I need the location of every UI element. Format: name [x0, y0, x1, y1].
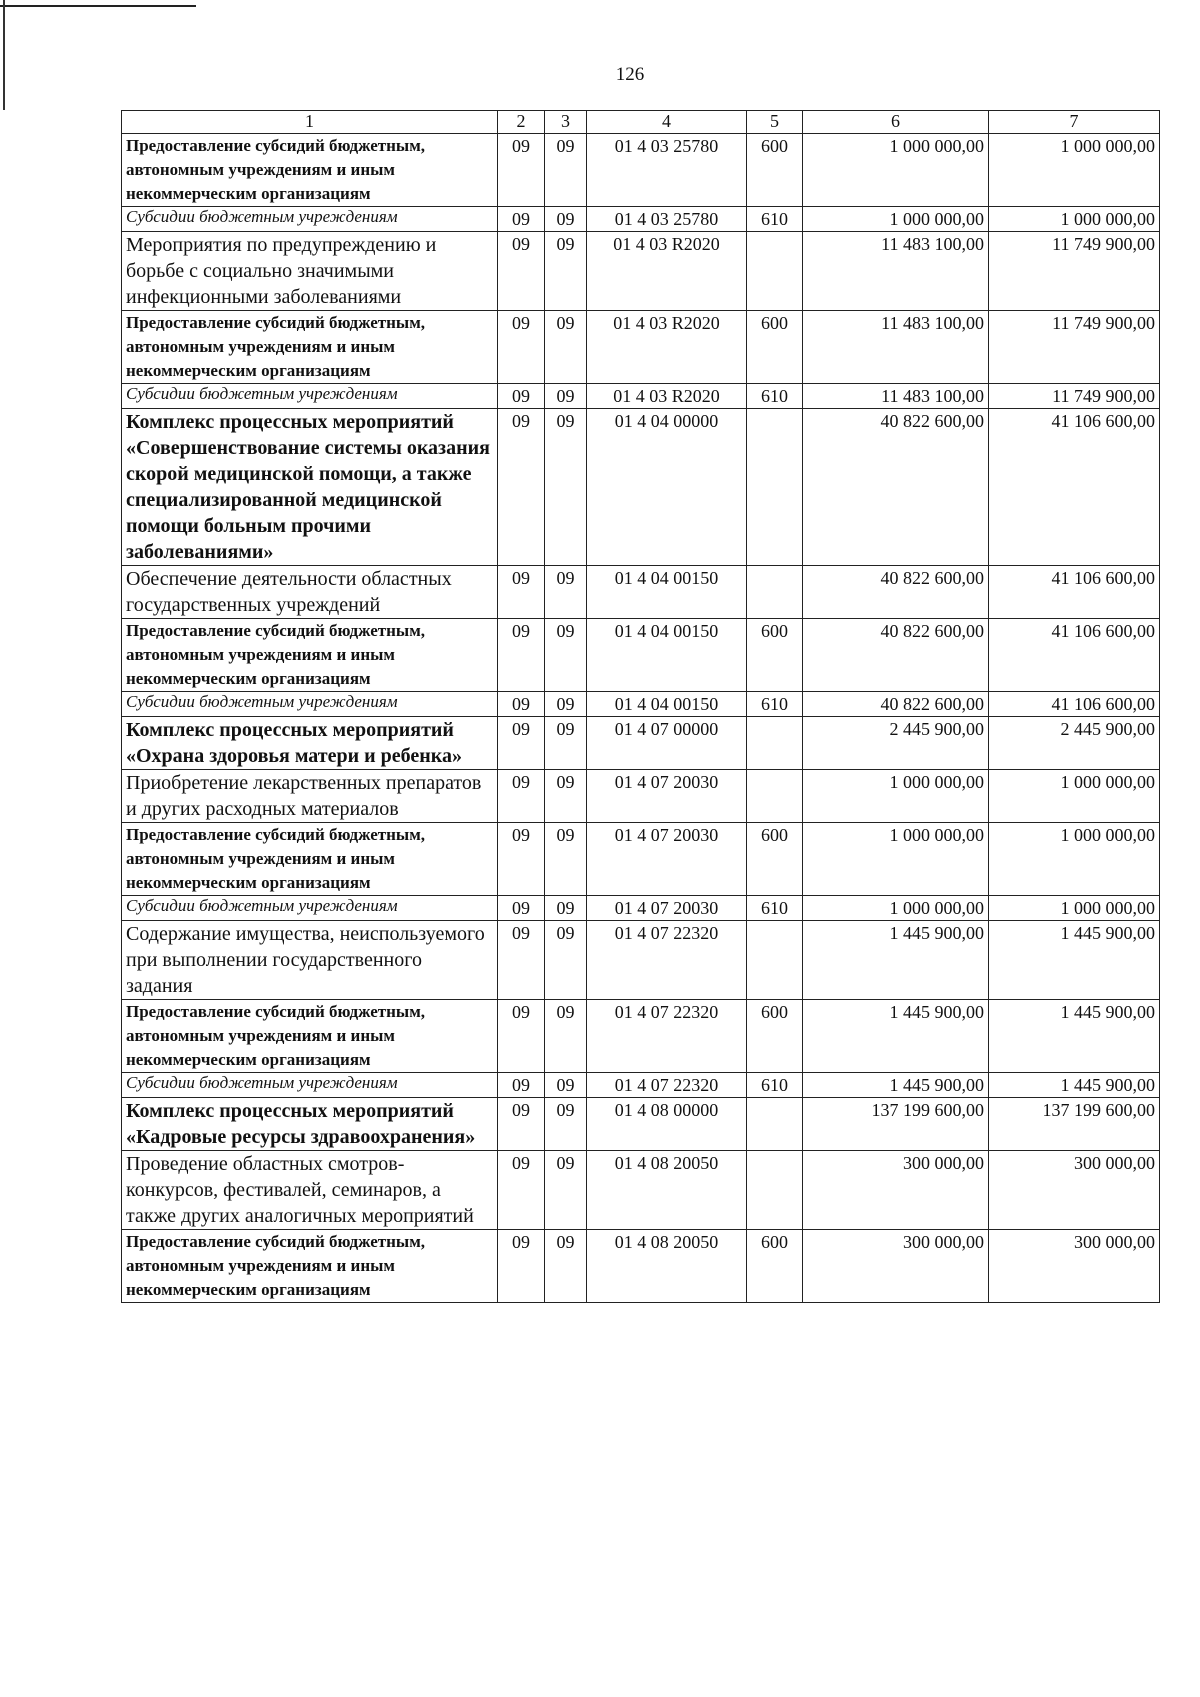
row-name-text: Субсидии бюджетным учреждениям [126, 896, 398, 915]
column-header: 5 [747, 111, 803, 134]
section-code-cell: 09 [498, 207, 545, 232]
page-number: 126 [615, 64, 645, 85]
amount-year1-cell: 1 000 000,00 [803, 896, 989, 921]
subsection-code-cell: 09 [545, 619, 587, 692]
subsection-code-cell: 09 [545, 921, 587, 1000]
amount-year1-cell: 1 445 900,00 [803, 1073, 989, 1098]
table-row [122, 1073, 1160, 1098]
row-name-text: Приобретение лекарственных препаратов и других расходных материалов [126, 772, 482, 820]
amount-year1-cell: 11 483 100,00 [803, 232, 989, 311]
expense-type-cell: 610 [747, 692, 803, 717]
row-name-text: Предоставление субсидий бюджетным, автономным учреждениям и иным некоммерческим организациям [126, 825, 426, 892]
expense-type-cell [747, 717, 803, 770]
subsection-code-cell: 09 [545, 823, 587, 896]
row-name-cell [122, 619, 498, 692]
row-name-cell [122, 384, 498, 409]
section-code-cell: 09 [498, 770, 545, 823]
table-row [122, 207, 1160, 232]
table-row [122, 1000, 1160, 1073]
amount-year2-cell: 2 445 900,00 [989, 717, 1160, 770]
row-name-text: Предоставление субсидий бюджетным, автономным учреждениям и иным некоммерческим организациям [126, 621, 426, 688]
amount-year2-cell: 11 749 900,00 [989, 232, 1160, 311]
table-row [122, 409, 1160, 566]
amount-year2-cell: 300 000,00 [989, 1230, 1160, 1303]
expense-type-cell: 600 [747, 311, 803, 384]
amount-year1-cell: 1 445 900,00 [803, 921, 989, 1000]
target-article-cell: 01 4 07 00000 [587, 717, 747, 770]
expense-type-cell: 600 [747, 1000, 803, 1073]
amount-year1-cell: 11 483 100,00 [803, 384, 989, 409]
amount-year1-cell: 300 000,00 [803, 1230, 989, 1303]
scan-border-line [0, 5, 196, 7]
row-name-cell [122, 232, 498, 311]
target-article-cell: 01 4 04 00150 [587, 692, 747, 717]
section-code-cell: 09 [498, 717, 545, 770]
expense-type-cell [747, 409, 803, 566]
target-article-cell: 01 4 04 00150 [587, 619, 747, 692]
section-code-cell: 09 [498, 384, 545, 409]
row-name-cell [122, 207, 498, 232]
expense-type-cell: 610 [747, 1073, 803, 1098]
table-row [122, 1151, 1160, 1230]
subsection-code-cell: 09 [545, 409, 587, 566]
amount-year1-cell: 2 445 900,00 [803, 717, 989, 770]
amount-year2-cell: 1 000 000,00 [989, 770, 1160, 823]
subsection-code-cell: 09 [545, 207, 587, 232]
amount-year1-cell: 11 483 100,00 [803, 311, 989, 384]
section-code-cell: 09 [498, 311, 545, 384]
expense-type-cell [747, 770, 803, 823]
expense-type-cell [747, 1151, 803, 1230]
expense-type-cell [747, 566, 803, 619]
row-name-text: Субсидии бюджетным учреждениям [126, 1073, 398, 1092]
subsection-code-cell: 09 [545, 566, 587, 619]
amount-year2-cell: 1 445 900,00 [989, 1000, 1160, 1073]
section-code-cell: 09 [498, 692, 545, 717]
row-name-text: Проведение областных смотров-конкурсов, фестивалей, семинаров, а также других аналогичных мероприятий [126, 1153, 474, 1227]
amount-year1-cell: 40 822 600,00 [803, 692, 989, 717]
target-article-cell: 01 4 03 25780 [587, 207, 747, 232]
amount-year1-cell: 137 199 600,00 [803, 1098, 989, 1151]
expense-type-cell: 600 [747, 134, 803, 207]
subsection-code-cell: 09 [545, 692, 587, 717]
expense-type-cell [747, 1098, 803, 1151]
amount-year2-cell: 41 106 600,00 [989, 409, 1160, 566]
subsection-code-cell: 09 [545, 1230, 587, 1303]
subsection-code-cell: 09 [545, 384, 587, 409]
section-code-cell: 09 [498, 1073, 545, 1098]
row-name-cell [122, 717, 498, 770]
section-code-cell: 09 [498, 823, 545, 896]
column-header: 7 [989, 111, 1160, 134]
row-name-text: Мероприятия по предупреждению и борьбе с социально значимыми инфекционными заболеваниями [126, 234, 437, 308]
table-row [122, 921, 1160, 1000]
row-name-cell [122, 692, 498, 717]
section-code-cell: 09 [498, 566, 545, 619]
table-row [122, 134, 1160, 207]
table-row [122, 232, 1160, 311]
target-article-cell: 01 4 08 00000 [587, 1098, 747, 1151]
amount-year2-cell: 41 106 600,00 [989, 566, 1160, 619]
row-name-cell [122, 1230, 498, 1303]
table-row [122, 1098, 1160, 1151]
subsection-code-cell: 09 [545, 1151, 587, 1230]
table-row [122, 896, 1160, 921]
target-article-cell: 01 4 03 25780 [587, 134, 747, 207]
amount-year2-cell: 41 106 600,00 [989, 619, 1160, 692]
row-name-text: Комплекс процессных мероприятий «Охрана здоровья матери и ребенка» [126, 719, 463, 767]
table-row [122, 384, 1160, 409]
expense-type-cell: 610 [747, 896, 803, 921]
row-name-cell [122, 566, 498, 619]
expense-type-cell [747, 921, 803, 1000]
column-header: 2 [498, 111, 545, 134]
row-name-text: Субсидии бюджетным учреждениям [126, 384, 398, 403]
target-article-cell: 01 4 04 00000 [587, 409, 747, 566]
amount-year2-cell: 1 000 000,00 [989, 896, 1160, 921]
target-article-cell: 01 4 04 00150 [587, 566, 747, 619]
section-code-cell: 09 [498, 1151, 545, 1230]
amount-year1-cell: 1 445 900,00 [803, 1000, 989, 1073]
column-header: 1 [122, 111, 498, 134]
amount-year2-cell: 1 000 000,00 [989, 823, 1160, 896]
target-article-cell: 01 4 07 20030 [587, 823, 747, 896]
section-code-cell: 09 [498, 409, 545, 566]
target-article-cell: 01 4 07 22320 [587, 921, 747, 1000]
row-name-text: Предоставление субсидий бюджетным, автономным учреждениям и иным некоммерческим организациям [126, 313, 426, 380]
amount-year1-cell: 40 822 600,00 [803, 566, 989, 619]
row-name-cell [122, 823, 498, 896]
amount-year2-cell: 11 749 900,00 [989, 311, 1160, 384]
table-row [122, 566, 1160, 619]
target-article-cell: 01 4 07 22320 [587, 1000, 747, 1073]
row-name-cell [122, 1073, 498, 1098]
row-name-cell [122, 1000, 498, 1073]
column-header: 3 [545, 111, 587, 134]
subsection-code-cell: 09 [545, 1098, 587, 1151]
amount-year2-cell: 1 445 900,00 [989, 921, 1160, 1000]
table-header-row [122, 111, 1160, 134]
expense-type-cell: 610 [747, 207, 803, 232]
subsection-code-cell: 09 [545, 1000, 587, 1073]
subsection-code-cell: 09 [545, 896, 587, 921]
target-article-cell: 01 4 08 20050 [587, 1230, 747, 1303]
row-name-text: Субсидии бюджетным учреждениям [126, 207, 398, 226]
amount-year1-cell: 1 000 000,00 [803, 134, 989, 207]
row-name-cell [122, 409, 498, 566]
amount-year1-cell: 1 000 000,00 [803, 207, 989, 232]
row-name-cell [122, 921, 498, 1000]
table-row [122, 619, 1160, 692]
subsection-code-cell: 09 [545, 770, 587, 823]
amount-year2-cell: 300 000,00 [989, 1151, 1160, 1230]
row-name-text: Предоставление субсидий бюджетным, автономным учреждениям и иным некоммерческим организациям [126, 1232, 426, 1299]
amount-year2-cell: 11 749 900,00 [989, 384, 1160, 409]
column-header: 6 [803, 111, 989, 134]
column-header: 4 [587, 111, 747, 134]
table-row [122, 311, 1160, 384]
target-article-cell: 01 4 08 20050 [587, 1151, 747, 1230]
row-name-text: Комплекс процессных мероприятий «Кадровые ресурсы здравоохранения» [126, 1100, 476, 1148]
table-row [122, 823, 1160, 896]
row-name-text: Комплекс процессных мероприятий «Совершенствование системы оказания скорой медицинской помощи, а также специализированной медицинской помощи больным прочими заболеваниями» [126, 411, 490, 563]
amount-year1-cell: 300 000,00 [803, 1151, 989, 1230]
subsection-code-cell: 09 [545, 717, 587, 770]
section-code-cell: 09 [498, 619, 545, 692]
scan-border-line-vertical [3, 0, 5, 110]
expense-type-cell: 600 [747, 823, 803, 896]
amount-year2-cell: 1 000 000,00 [989, 207, 1160, 232]
target-article-cell: 01 4 07 22320 [587, 1073, 747, 1098]
row-name-text: Содержание имущества, неиспользуемого при выполнении государственного задания [126, 923, 485, 997]
target-article-cell: 01 4 07 20030 [587, 770, 747, 823]
section-code-cell: 09 [498, 1000, 545, 1073]
section-code-cell: 09 [498, 134, 545, 207]
amount-year1-cell: 1 000 000,00 [803, 823, 989, 896]
table-row [122, 717, 1160, 770]
table-row [122, 770, 1160, 823]
section-code-cell: 09 [498, 1098, 545, 1151]
expense-type-cell: 600 [747, 1230, 803, 1303]
subsection-code-cell: 09 [545, 311, 587, 384]
row-name-cell [122, 1098, 498, 1151]
subsection-code-cell: 09 [545, 1073, 587, 1098]
row-name-text: Субсидии бюджетным учреждениям [126, 692, 398, 711]
amount-year1-cell: 1 000 000,00 [803, 770, 989, 823]
expense-type-cell: 610 [747, 384, 803, 409]
amount-year1-cell: 40 822 600,00 [803, 409, 989, 566]
amount-year1-cell: 40 822 600,00 [803, 619, 989, 692]
row-name-text: Обеспечение деятельности областных государственных учреждений [126, 568, 452, 616]
row-name-text: Предоставление субсидий бюджетным, автономным учреждениям и иным некоммерческим организациям [126, 1002, 426, 1069]
target-article-cell: 01 4 03 R2020 [587, 311, 747, 384]
section-code-cell: 09 [498, 1230, 545, 1303]
subsection-code-cell: 09 [545, 232, 587, 311]
section-code-cell: 09 [498, 232, 545, 311]
row-name-cell [122, 896, 498, 921]
target-article-cell: 01 4 03 R2020 [587, 232, 747, 311]
amount-year2-cell: 1 445 900,00 [989, 1073, 1160, 1098]
subsection-code-cell: 09 [545, 134, 587, 207]
amount-year2-cell: 1 000 000,00 [989, 134, 1160, 207]
section-code-cell: 09 [498, 921, 545, 1000]
expense-type-cell: 600 [747, 619, 803, 692]
row-name-cell [122, 1151, 498, 1230]
row-name-text: Предоставление субсидий бюджетным, автономным учреждениям и иным некоммерческим организациям [126, 136, 426, 203]
table-row [122, 1230, 1160, 1303]
section-code-cell: 09 [498, 896, 545, 921]
table-row [122, 692, 1160, 717]
amount-year2-cell: 41 106 600,00 [989, 692, 1160, 717]
row-name-cell [122, 770, 498, 823]
expense-type-cell [747, 232, 803, 311]
target-article-cell: 01 4 07 20030 [587, 896, 747, 921]
row-name-cell [122, 134, 498, 207]
row-name-cell [122, 311, 498, 384]
budget-table [121, 110, 1160, 1303]
target-article-cell: 01 4 03 R2020 [587, 384, 747, 409]
amount-year2-cell: 137 199 600,00 [989, 1098, 1160, 1151]
